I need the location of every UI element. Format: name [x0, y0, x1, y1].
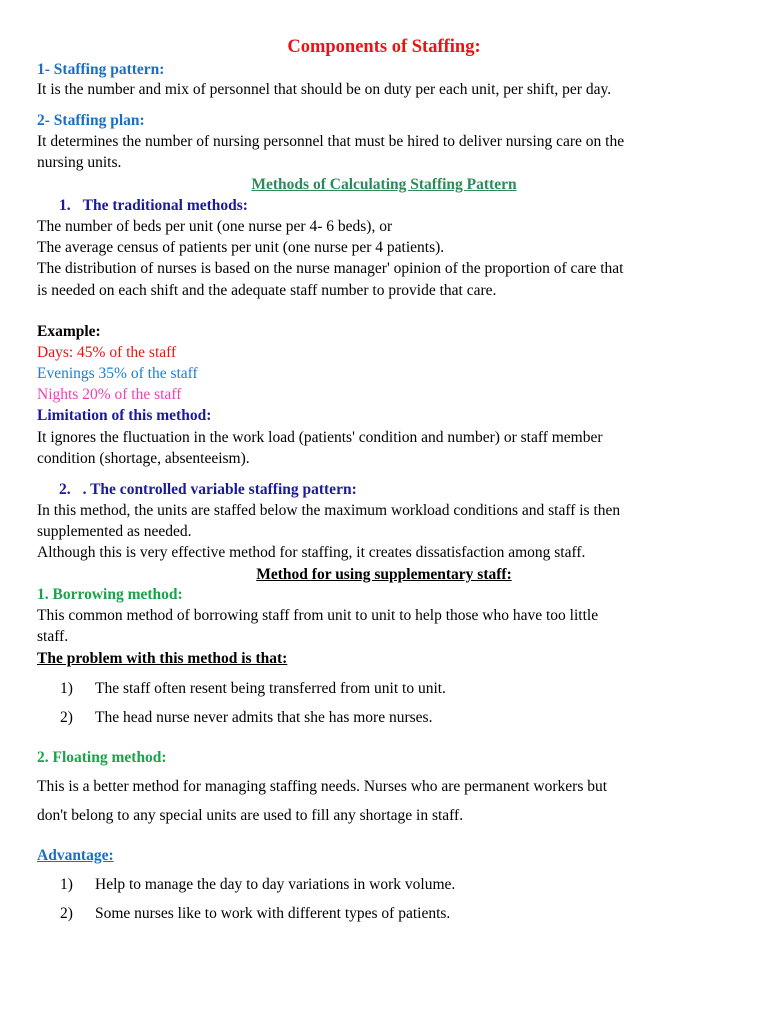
traditional-line-2: The average census of patients per unit (one nurse per 4 patients). [37, 239, 445, 256]
staffing-plan-text-1: It determines the number of nursing personnel that must be hired to deliver nursing care on the [37, 133, 625, 150]
borrowing-line-2: staff. [37, 628, 69, 645]
controlled-heading-label: . The controlled variable staffing pattern: [82, 481, 357, 498]
traditional-line-1: The number of beds per unit (one nurse per 4- 6 beds), or [37, 218, 393, 235]
advantage-heading: Advantage: [37, 847, 114, 864]
page-title: Components of Staffing: [287, 37, 481, 57]
staffing-pattern-text: It is the number and mix of personnel that should be on duty per each unit, per shift, per day. [37, 81, 612, 98]
controlled-line-3: Although this is very effective method for staffing, it creates dissatisfaction among staff. [37, 544, 586, 561]
traditional-line-3: The distribution of nurses is based on the nurse manager' opinion of the proportion of care that [37, 260, 624, 277]
staffing-pattern-heading: 1- Staffing pattern: [37, 61, 165, 78]
staffing-plan-text-2: nursing units. [37, 154, 122, 171]
traditional-number: 1. [59, 197, 71, 214]
controlled-number: 2. [59, 481, 71, 498]
traditional-line-4: is needed on each shift and the adequate staff number to provide that care. [37, 282, 497, 299]
problem-item-number: 2) [60, 709, 73, 726]
limitation-line-1: It ignores the fluctuation in the work load (patients' condition and number) or staff member [37, 429, 603, 446]
advantage-item-number: 2) [60, 905, 73, 922]
floating-line-2: don't belong to any special units are used to fill any shortage in staff. [37, 807, 464, 824]
floating-line-1: This is a better method for managing staffing needs. Nurses who are permanent workers but [37, 778, 608, 795]
problem-item-number: 1) [60, 680, 73, 697]
problem-item [55, 679, 446, 699]
advantage-item-text: Help to manage the day to day variations in work volume. [95, 876, 456, 893]
staffing-plan-heading: 2- Staffing plan: [37, 112, 145, 129]
advantage-item-text: Some nurses like to work with different types of patients. [95, 905, 451, 922]
example-heading: Example: [37, 323, 101, 340]
methods-heading: Methods of Calculating Staffing Pattern [251, 176, 517, 193]
advantage-item [55, 875, 455, 895]
limitation-heading: Limitation of this method: [37, 407, 212, 424]
controlled-line-2: supplemented as needed. [37, 523, 192, 540]
advantage-item [55, 904, 450, 924]
floating-heading: 2. Floating method: [37, 749, 167, 766]
problem-item-text: The head nurse never admits that she has more nurses. [95, 709, 433, 726]
problem-item [55, 708, 432, 728]
example-evenings: Evenings 35% of the staff [37, 365, 198, 382]
problem-heading: The problem with this method is that: [37, 650, 288, 667]
traditional-heading-label: The traditional methods: [82, 197, 248, 214]
borrowing-heading: 1. Borrowing method: [37, 586, 183, 603]
controlled-line-1: In this method, the units are staffed below the maximum workload conditions and staff is then [37, 502, 621, 519]
borrowing-line-1: This common method of borrowing staff from unit to unit to help those who have too little [37, 607, 599, 624]
limitation-line-2: condition (shortage, absenteeism). [37, 450, 250, 467]
example-days: Days: 45% of the staff [37, 344, 177, 361]
example-nights: Nights 20% of the staff [37, 386, 182, 403]
traditional-heading [59, 196, 248, 216]
problem-item-text: The staff often resent being transferred from unit to unit. [95, 680, 446, 697]
controlled-heading [59, 480, 357, 500]
advantage-item-number: 1) [60, 876, 73, 893]
supplementary-heading: Method for using supplementary staff: [256, 566, 512, 583]
